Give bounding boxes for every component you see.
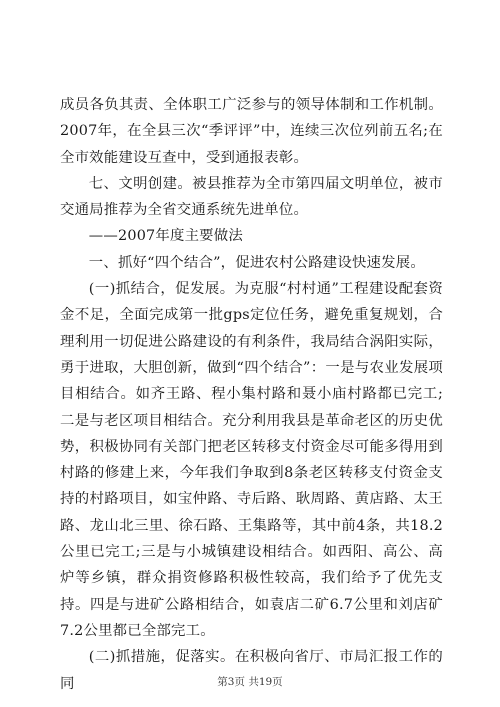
paragraph-civilization: 七、文明创建。被县推荐为全市第四届文明单位，被市交通局推荐为全省交通系统先进单位。 <box>60 175 443 219</box>
page-footer: 第3页 共19页 <box>217 676 283 688</box>
subheading-four-combinations: 一、抓好“四个结合”，促进农村公路建设快速发展。 <box>88 254 425 271</box>
paragraph-measures: (二)抓措施，促落实。在积极向省厅、市局汇报工作的同 <box>60 649 443 692</box>
paragraph-combination-development: (一)抓结合，促发展。为克服“村村通”工程建设配套资金不足，全面完成第一批gps定位任务，避免重复规划，合理利用一切促进公路建设的有利条件，我局结合涡阳实际，勇于进取，大胆创新，做到“四个结合”：一是与农业发展项目相结合。如齐王路、程小集村路和聂小庙村路都已完工;二是与老区项目相结合。充分利用我县是革命老区的历史优势，积极协同有关部门把老区转移支付资金尽可能多得用到村路的修建上来，今年我们争取到8条老区转移支付资金支持的村路项目，如宝仲路、寺后路、耿周路、黄店路、太王路、龙山北三里、徐石路、王集路等，其中前4条，共18.2公里已完工;三是与小城镇建设相结合。如西阳、高公、高炉等乡镇，群众捐资修路积极性较高，我们给予了优先支持。四是与进矿公路相结合，如袁店二矿6.7公里和刘店矿7.2公里都已全部完工。 <box>60 281 443 639</box>
section-heading: ——2007年度主要做法 <box>88 228 243 245</box>
paragraph-continuation: 成员各负其责、全体职工广泛参与的领导体制和工作机制。2007年，在全县三次“季评评”中，连续三次位列前五名;在全市效能建设互查中，受到通报表彰。 <box>60 97 443 166</box>
document-body <box>60 92 443 697</box>
